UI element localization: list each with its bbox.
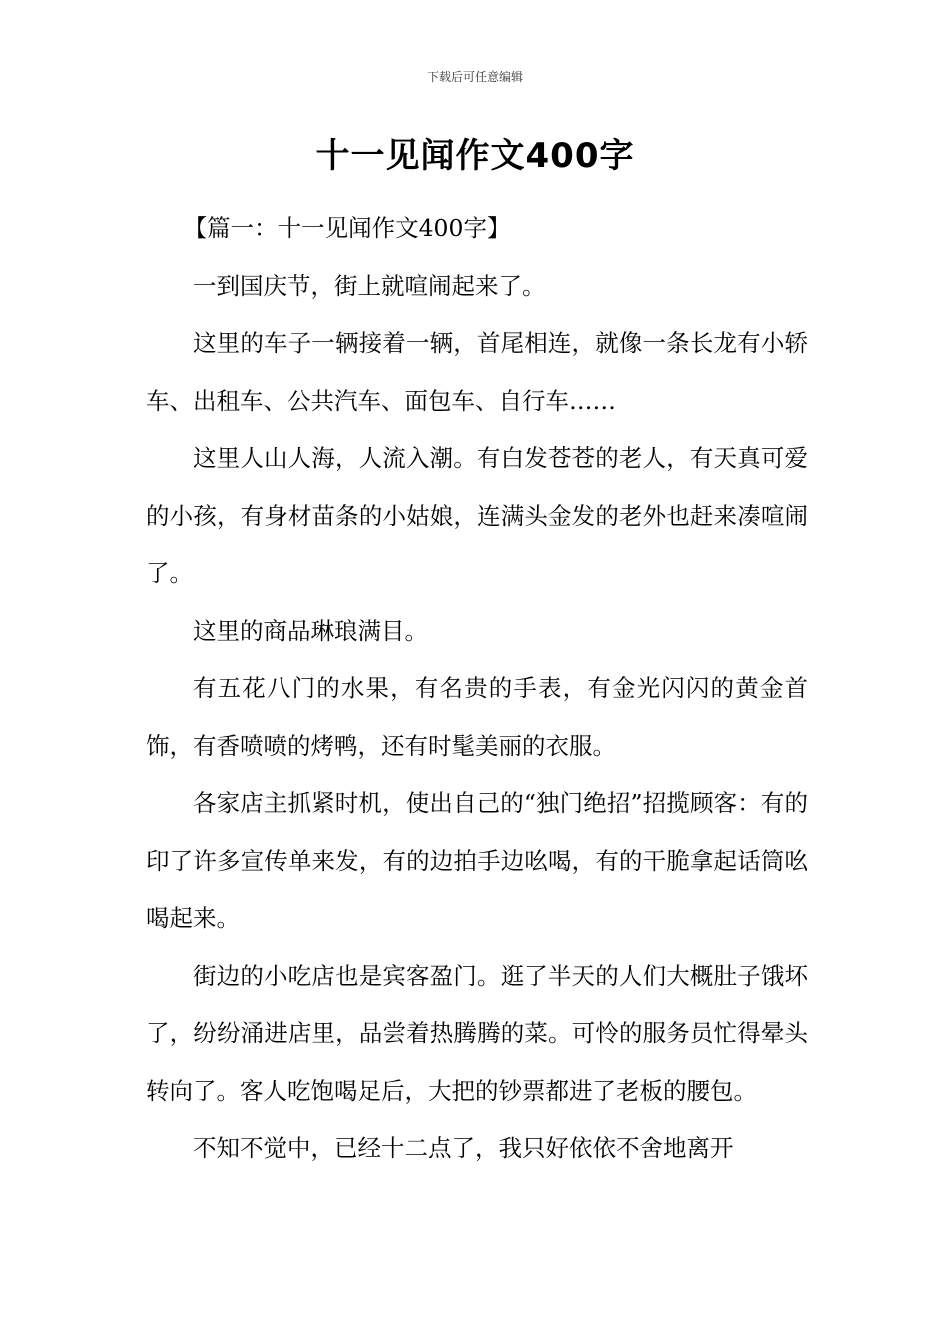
page-title: 十一见闻作文400字 <box>315 136 635 176</box>
section-heading: 【篇一：十一见闻作文400字】 <box>183 214 511 242</box>
paragraph: 各家店主抓紧时机，使出自己的“独门绝招”招揽顾客：有的印了许多宣传单来发，有的边拍手边吆喝，有的干脆拿起话筒吆喝起来。 <box>146 789 808 932</box>
article-body <box>146 200 808 1178</box>
paragraph: 街边的小吃店也是宾客盈门。逛了半天的人们大概肚子饿坏了，纷纷涌进店里，品尝着热腾腾的菜。可怜的服务员忙得晕头转向了。客人吃饱喝足后，大把的钞票都进了老板的腰包。 <box>146 961 808 1105</box>
paragraph: 这里人山人海，人流入潮。有白发苍苍的老人，有天真可爱的小孩，有身材苗条的小姑娘，连满头金发的老外也赶来凑喧闹了。 <box>146 444 808 587</box>
header-note: 下载后可任意编辑 <box>426 70 523 84</box>
paragraph: 这里的商品琳琅满目。 <box>193 616 428 645</box>
paragraph: 一到国庆节，街上就喧闹起来了。 <box>193 271 546 300</box>
paragraph: 不知不觉中，已经十二点了，我只好依依不舍地离开 <box>193 1134 734 1162</box>
paragraph: 这里的车子一辆接着一辆，首尾相连，就像一条长龙有小轿车、出租车、公共汽车、面包车、自行车…… <box>146 329 808 415</box>
paragraph: 有五花八门的水果，有名贵的手表，有金光闪闪的黄金首饰，有香喷喷的烤鸭，还有时髦美丽的衣服。 <box>146 674 808 760</box>
